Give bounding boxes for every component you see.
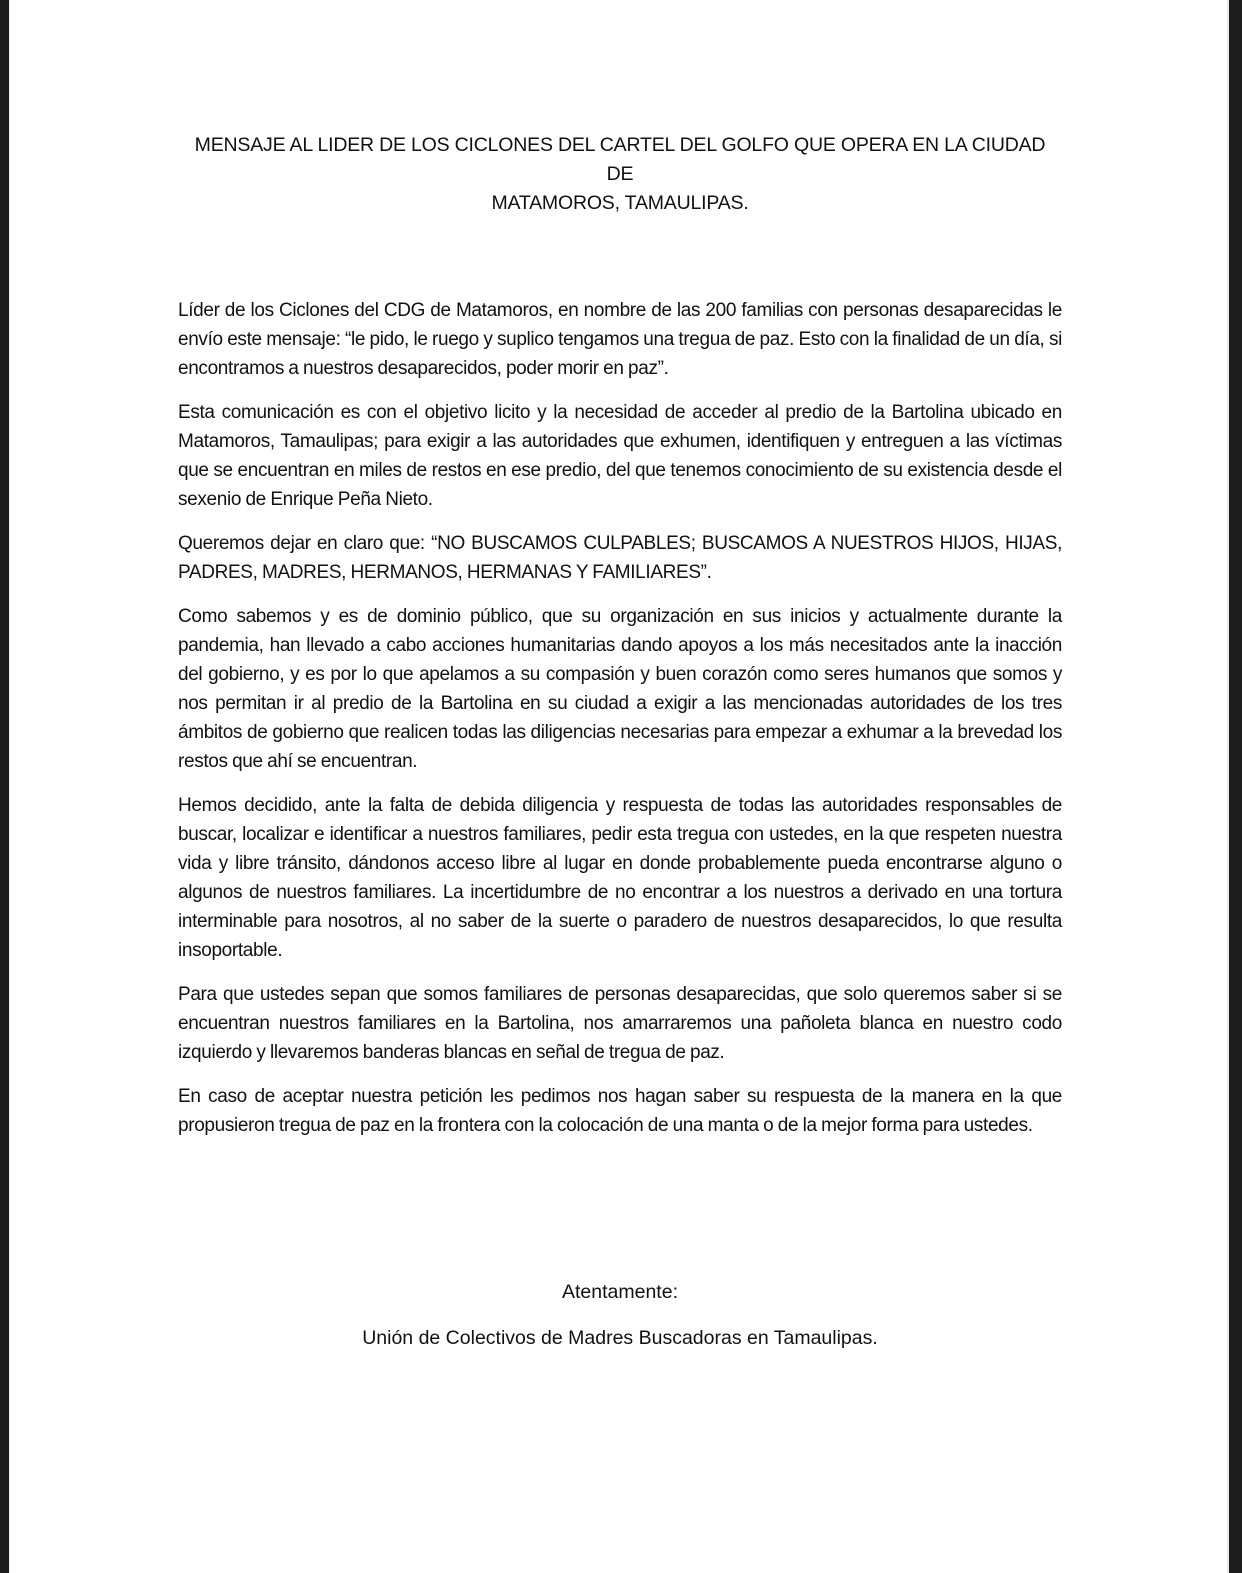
paragraph-1: Líder de los Ciclones del CDG de Matamoros, en nombre de las 200 familias con personas desaparecidas le envío este mensaje: “le pido, le ruego y suplico tengamos una tregua de paz. Esto con la finalidad de un día, si encontramos a nuestros desaparecidos, poder morir en paz”. (178, 300, 1062, 379)
document-title (180, 131, 1060, 218)
closing-salutation: Atentamente: (562, 1281, 678, 1303)
document-page (9, 0, 1229, 1573)
paragraph-6: Para que ustedes sepan que somos familiares de personas desaparecidas, que solo queremos saber si se encuentran nuestros familiares en la Bartolina, nos amarraremos una pañoleta blanca en nuestro codo izquierdo y llevaremos banderas blancas en señal de tregua de paz. (178, 984, 1062, 1063)
paragraph-7: En caso de aceptar nuestra petición les pedimos nos hagan saber su respuesta de la manera en la que propusieron tregua de paz en la frontera con la colocación de una manta o de la mejor forma para ustedes. (178, 1086, 1062, 1136)
title-line-2: MATAMOROS, TAMAULIPAS. (491, 192, 749, 214)
paragraph-2: Esta comunicación es con el objetivo licito y la necesidad de acceder al predio de la Bartolina ubicado en Matamoros, Tamaulipas; para exigir a las autoridades que exhumen, identifiquen y entreguen a las víctimas que se encuentran en miles de restos en ese predio, del que tenemos conocimiento de su existencia desde el sexenio de Enrique Peña Nieto. (178, 402, 1062, 510)
paragraph-3: Queremos dejar en claro que: “NO BUSCAMOS CULPABLES; BUSCAMOS A NUESTROS HIJOS, HIJAS, PADRES, MADRES, HERMANOS, HERMANAS Y FAMILIARES”. (178, 533, 1062, 583)
paragraph-5: Hemos decidido, ante la falta de debida diligencia y respuesta de todas las autoridades responsables de buscar, localizar e identificar a nuestros familiares, pedir esta tregua con ustedes, en la que respeten nuestra vida y libre tránsito, dándonos acceso libre al lugar en donde probablemente pueda encontrarse alguno o algunos de nuestros familiares. La incertidumbre de no encontrar a los nuestros a derivado en una tortura interminable para nosotros, al no saber de la suerte o paradero de nuestros desaparecidos, lo que resulta insoportable. (178, 795, 1062, 961)
signature: Unión de Colectivos de Madres Buscadoras en Tamaulipas. (362, 1327, 878, 1349)
paragraph-4: Como sabemos y es de dominio público, que su organización en sus inicios y actualmente durante la pandemia, han llevado a cabo acciones humanitarias dando apoyos a los más necesitados ante la inacción del gobierno, y es por lo que apelamos a su compasión y buen corazón como seres humanos que somos y nos permitan ir al predio de la Bartolina en su ciudad a exigir a las mencionadas autoridades de los tres ámbitos de gobierno que realicen todas las diligencias necesarias para empezar a exhumar a la brevedad los restos que ahí se encuentran. (178, 606, 1062, 772)
document-body (178, 296, 1062, 1155)
title-line-1: MENSAJE AL LIDER DE LOS CICLONES DEL CARTEL DEL GOLFO QUE OPERA EN LA CIUDAD DE (194, 134, 1046, 185)
